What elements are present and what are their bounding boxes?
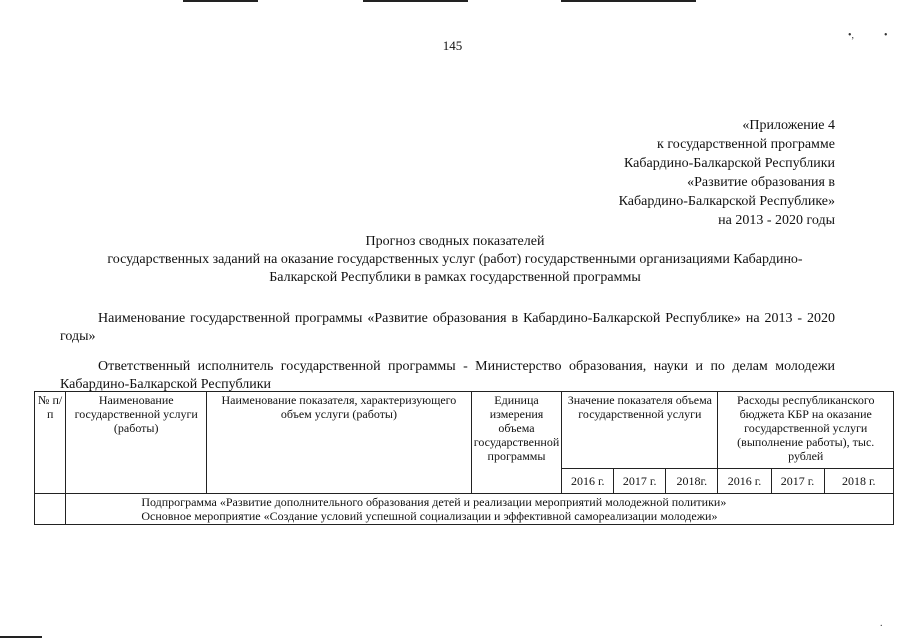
appendix-line: «Приложение 4 — [742, 118, 835, 133]
scan-line — [363, 0, 468, 2]
header-expenses: Расходы республиканского бюджета КБР на оказание государственной услуги (выполнение работы), тыс. рублей — [718, 392, 894, 469]
scan-speck: • — [884, 30, 888, 41]
year-cell: 2016 г. — [562, 469, 614, 494]
appendix-line: Кабардино-Балкарской Республике» — [618, 194, 835, 209]
main-event-text: Основное мероприятие «Создание условий успешной социализации и эффективной самореализации молодежи» — [141, 509, 718, 523]
appendix-line: Кабардино-Балкарской Республики — [624, 156, 835, 171]
appendix-line: к государственной программе — [657, 137, 835, 152]
year-cell: 2018г. — [666, 469, 718, 494]
appendix-line: на 2013 - 2020 годы — [718, 213, 835, 228]
executor-text: Ответственный исполнитель государственной программы - Министерство образования, науки и по делам молодежи Кабардино-Балкарской Республики — [60, 359, 835, 392]
indicators-table — [34, 391, 894, 525]
subprogram-text: Подпрограмма «Развитие дополнительного образования детей и реализации мероприятий молодежной политики» — [141, 495, 727, 509]
scan-speck: . — [880, 618, 883, 629]
page-number: 145 — [442, 38, 463, 53]
subprogram-row — [66, 494, 894, 525]
scan-line — [0, 636, 42, 638]
title-line: государственных заданий на оказание государственных услуг (работ) государственными организациями Кабардино- — [107, 252, 803, 267]
year-cell: 2016 г. — [718, 469, 771, 494]
header-service: Наименование государственной услуги (работы) — [66, 392, 207, 494]
header-unit: Единица измерения объема государственной программы — [471, 392, 562, 494]
appendix-line: «Развитие образования в — [687, 175, 835, 190]
year-cell: 2018 г. — [824, 469, 893, 494]
program-name-text: Наименование государственной программы «Развитие образования в Кабардино-Балкарской Республике» на 2013 - 2020 годы» — [60, 311, 835, 344]
document-title — [60, 233, 850, 287]
header-value: Значение показателя объема государственной услуги — [562, 392, 718, 469]
scan-line — [561, 0, 696, 2]
title-line: Прогноз сводных показателей — [365, 234, 545, 249]
year-cell: 2017 г. — [614, 469, 666, 494]
year-cell: 2017 г. — [771, 469, 824, 494]
appendix-block — [619, 116, 835, 230]
header-indicator: Наименование показателя, характеризующего объем услуги (работы) — [207, 392, 472, 494]
title-line: Балкарской Республики в рамках государственной программы — [269, 270, 641, 285]
header-num: № п/п — [35, 392, 66, 494]
executor — [60, 358, 835, 394]
scan-speck: •, — [848, 30, 855, 41]
scan-line — [183, 0, 258, 2]
program-name — [60, 310, 835, 346]
row-num-cell — [35, 494, 66, 525]
